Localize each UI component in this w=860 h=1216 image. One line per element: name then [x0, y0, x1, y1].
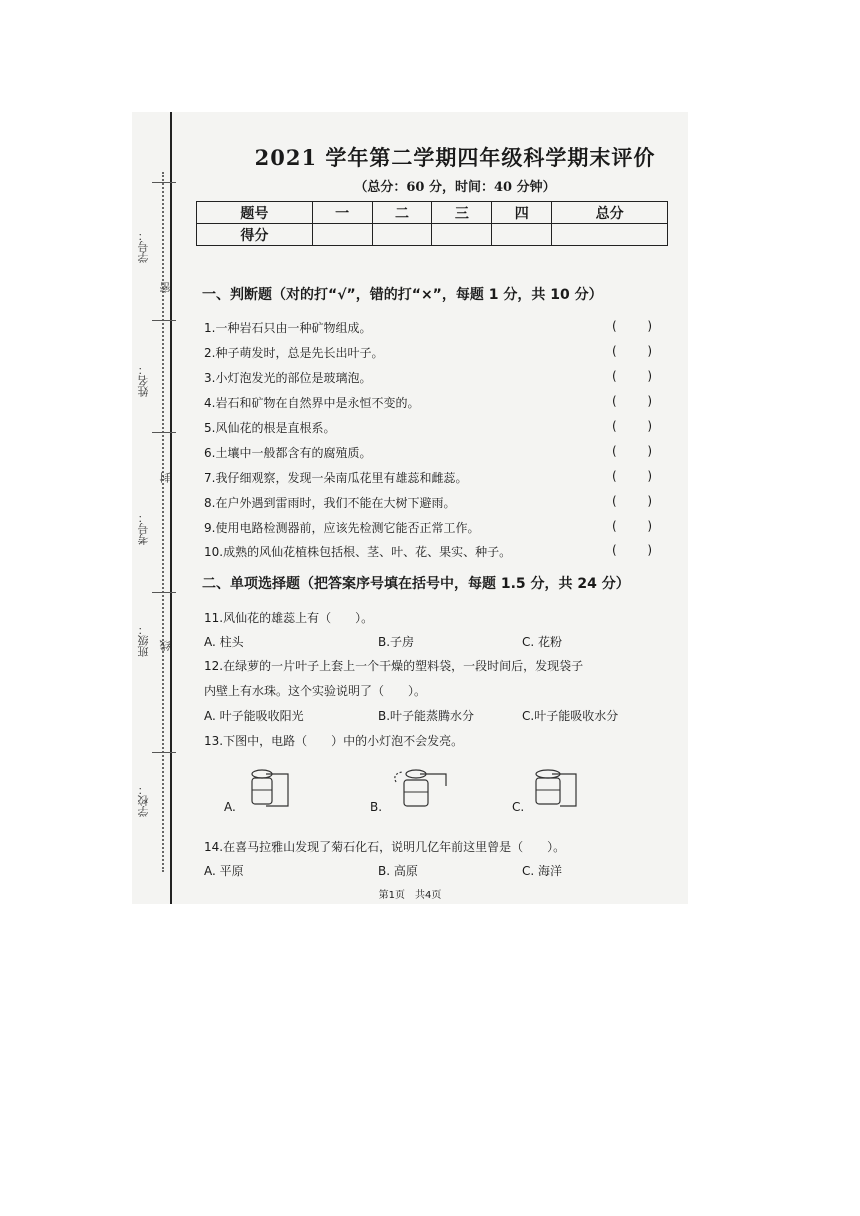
option-b[interactable]: B. 高原	[378, 864, 418, 878]
label-school: 学校：	[137, 784, 150, 817]
answer-parens[interactable]	[612, 369, 652, 383]
answer-parens[interactable]	[612, 494, 652, 508]
paren-open: (	[612, 494, 617, 508]
option-a[interactable]: A. 柱头	[204, 635, 244, 649]
exam-subtitle: （总分：60 分，时间：40 分钟）	[354, 180, 556, 195]
paren-close: )	[647, 319, 652, 333]
paren-open: (	[612, 519, 617, 533]
score-table	[196, 201, 668, 246]
exam-title: 2021 学年第二学期四年级科学期末评价	[254, 145, 656, 170]
answer-parens[interactable]	[612, 419, 652, 433]
mc-question-12-cont: 内壁上有水珠。这个实验说明了（ ）。	[204, 684, 427, 698]
option-c[interactable]: C. 海洋	[522, 864, 563, 878]
answer-parens[interactable]	[612, 543, 652, 557]
paren-open: (	[612, 543, 617, 557]
paren-close: )	[647, 419, 652, 433]
answer-parens[interactable]	[612, 444, 652, 458]
paren-open: (	[612, 319, 617, 333]
answer-parens[interactable]	[612, 519, 652, 533]
binding-margin	[132, 112, 178, 904]
margin-rule	[152, 752, 176, 753]
score-table-score-row	[197, 224, 668, 246]
tf-question: 10.成熟的风仙花植株包括根、茎、叶、花、果实、种子。	[204, 545, 512, 559]
paren-open: (	[612, 469, 617, 483]
option-a[interactable]: A. 叶子能吸收阳光	[204, 709, 304, 723]
score-cell: 总分	[552, 202, 668, 224]
paren-open: (	[612, 394, 617, 408]
margin-rule	[152, 182, 176, 183]
score-blank-cell[interactable]	[552, 224, 668, 246]
option-a[interactable]: A.	[224, 800, 236, 814]
tf-question: 9.使用电路检测器前，应该先检测它能否正常工作。	[204, 521, 480, 535]
score-cell: 题号	[197, 202, 313, 224]
tf-question: 5.风仙花的根是直根系。	[204, 421, 336, 435]
tf-question: 2.种子萌发时，总是先长出叶子。	[204, 346, 384, 360]
margin-rule	[152, 432, 176, 433]
score-cell: 二	[372, 202, 432, 224]
circuit-a-icon	[244, 766, 300, 812]
paren-close: )	[647, 344, 652, 358]
option-b[interactable]: B.	[370, 800, 383, 814]
option-c[interactable]: C.	[512, 800, 525, 814]
tf-question: 6.土壤中一般都含有的腐殖质。	[204, 446, 372, 460]
tf-question: 4.岩石和矿物在自然界中是永恒不变的。	[204, 396, 420, 410]
tf-question: 3.小灯泡发光的部位是玻璃泡。	[204, 371, 372, 385]
score-blank-cell[interactable]	[312, 224, 372, 246]
label-seal-3: 线	[159, 640, 172, 651]
paren-open: (	[612, 344, 617, 358]
answer-parens[interactable]	[612, 469, 652, 483]
score-blank-cell[interactable]	[372, 224, 432, 246]
mc-question-11: 11.风仙花的雄蕊上有（ ）。	[204, 611, 374, 625]
paren-close: )	[647, 543, 652, 557]
option-c[interactable]: C. 花粉	[522, 635, 563, 649]
paren-close: )	[647, 469, 652, 483]
label-seal-2: 封	[159, 472, 172, 483]
answer-parens[interactable]	[612, 319, 652, 333]
mc-question-12: 12.在绿萝的一片叶子上套上一个干燥的塑料袋，一段时间后，发现袋子	[204, 659, 584, 673]
answer-parens[interactable]	[612, 344, 652, 358]
margin-dotted-line	[162, 172, 164, 872]
paren-close: )	[647, 394, 652, 408]
margin-rule	[152, 320, 176, 321]
paren-close: )	[647, 369, 652, 383]
answer-parens[interactable]	[612, 394, 652, 408]
tf-question: 1.一种岩石只由一种矿物组成。	[204, 321, 372, 335]
circuit-b-icon	[390, 766, 454, 812]
section2-heading: 二、单项选择题（把答案序号填在括号中，每题 1.5 分，共 24 分）	[202, 576, 630, 592]
label-seal-1: 密	[159, 282, 172, 293]
page-footer: 第1页 共4页	[378, 890, 442, 901]
tf-question: 7.我仔细观察，发现一朵南瓜花里有雄蕊和雌蕊。	[204, 471, 468, 485]
score-blank-cell[interactable]	[492, 224, 552, 246]
score-cell: 四	[492, 202, 552, 224]
margin-rule	[152, 592, 176, 593]
paren-open: (	[612, 444, 617, 458]
paren-open: (	[612, 419, 617, 433]
mc-question-14: 14.在喜马拉雅山发现了菊石化石，说明几亿年前这里曾是（ ）。	[204, 840, 566, 854]
paren-close: )	[647, 494, 652, 508]
score-blank-cell[interactable]	[432, 224, 492, 246]
margin-solid-line	[170, 112, 172, 904]
label-class: 班级：	[137, 624, 150, 657]
paren-close: )	[647, 444, 652, 458]
paren-open: (	[612, 369, 617, 383]
section1-heading: 一、判断题（对的打“√”，错的打“×”，每题 1 分，共 10 分）	[202, 287, 603, 303]
score-cell: 得分	[197, 224, 313, 246]
score-cell: 三	[432, 202, 492, 224]
option-b[interactable]: B.叶子能蒸腾水分	[378, 709, 475, 723]
label-student-id: 学号：	[137, 230, 150, 263]
label-exam-no: 考号：	[137, 512, 150, 545]
exam-sheet	[132, 112, 688, 904]
tf-question: 8.在户外遇到雷雨时，我们不能在大树下避雨。	[204, 496, 456, 510]
label-name: 姓名：	[137, 364, 150, 397]
option-c[interactable]: C.叶子能吸收水分	[522, 709, 619, 723]
mc-question-13: 13.下图中，电路（ ）中的小灯泡不会发亮。	[204, 734, 464, 748]
score-cell: 一	[312, 202, 372, 224]
option-a[interactable]: A. 平原	[204, 864, 244, 878]
paren-close: )	[647, 519, 652, 533]
circuit-c-icon	[530, 766, 590, 812]
score-table-header-row	[197, 202, 668, 224]
option-b[interactable]: B.子房	[378, 635, 415, 649]
